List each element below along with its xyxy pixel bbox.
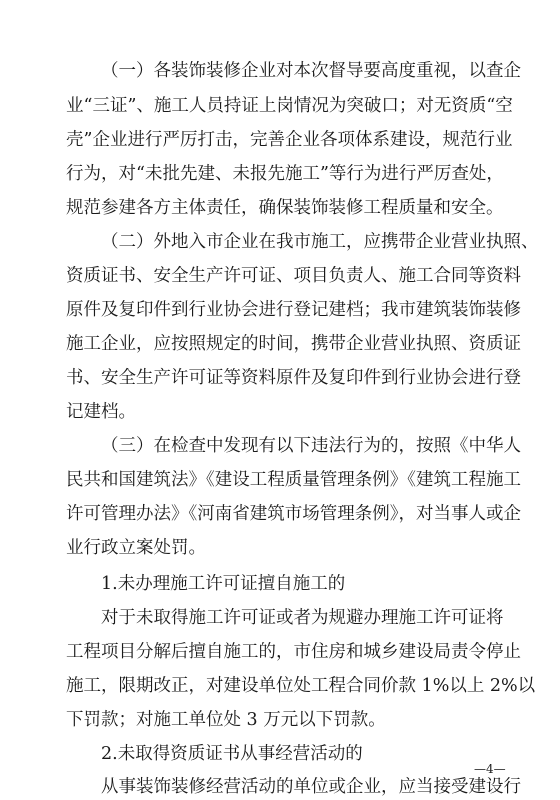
paragraph-2-line-4: 施工企业，应按照规定的时间，携带企业营业执照、资质证	[66, 334, 521, 354]
paragraph-2-line-3: 原件及复印件到行业协会进行登记建档；我市建筑装饰装修	[66, 300, 521, 320]
item-2-heading: 2.未取得资质证书从事经营活动的	[101, 744, 363, 764]
item-1-line-2: 工程项目分解后擅自施工的，市住房和城乡建设局责令停止	[66, 642, 521, 662]
paragraph-1-line-5: 规范参建各方主体责任，确保装饰装修工程质量和安全。	[66, 198, 504, 218]
paragraph-2-line-6: 记建档。	[66, 402, 136, 422]
item-1-line-1: 对于未取得施工许可证或者为规避办理施工许可证将	[101, 608, 504, 628]
item-1-heading: 1.未办理施工许可证擅自施工的	[101, 574, 346, 594]
paragraph-1-line-3: 壳”企业进行严厉打击，完善企业各项体系建设，规范行业	[66, 130, 513, 150]
paragraph-1-line-1: （一）各装饰装修企业对本次督导要高度重视，以查企	[101, 61, 521, 81]
paragraph-2-line-2: 资质证书、安全生产许可证、项目负责人、施工合同等资料	[66, 266, 521, 286]
paragraph-3-line-2: 民共和国建筑法》《建设工程质量管理条例》《建筑工程施工	[66, 470, 521, 490]
item-1-line-4: 下罚款；对施工单位处 3 万元以下罚款。	[66, 710, 386, 730]
paragraph-1-line-4: 行为，对“未批先建、未报先施工”等行为进行严厉查处，	[66, 164, 504, 184]
item-1-line-3: 施工，限期改正，对建设单位处工程合同价款 1%以上 2%以	[66, 676, 536, 696]
paragraph-2-line-1: （二）外地入市企业在我市施工，应携带企业营业执照、	[101, 232, 539, 252]
paragraph-3-line-3: 许可管理办法》《河南省建筑市场管理条例》，对当事人或企	[66, 504, 521, 524]
item-2-line-1: 从事装饰装修经营活动的单位或企业，应当接受建设行	[101, 777, 521, 797]
page-number: —4—	[474, 762, 506, 776]
paragraph-3-line-1: （三）在检查中发现有以下违法行为的，按照《中华人	[101, 436, 521, 456]
paragraph-2-line-5: 书、安全生产许可证等资料原件及复印件到行业协会进行登	[66, 368, 521, 388]
paragraph-3-line-4: 业行政立案处罚。	[66, 538, 206, 558]
paragraph-1-line-2: 业“三证”、施工人员持证上岗情况为突破口；对无资质“空	[66, 96, 513, 116]
